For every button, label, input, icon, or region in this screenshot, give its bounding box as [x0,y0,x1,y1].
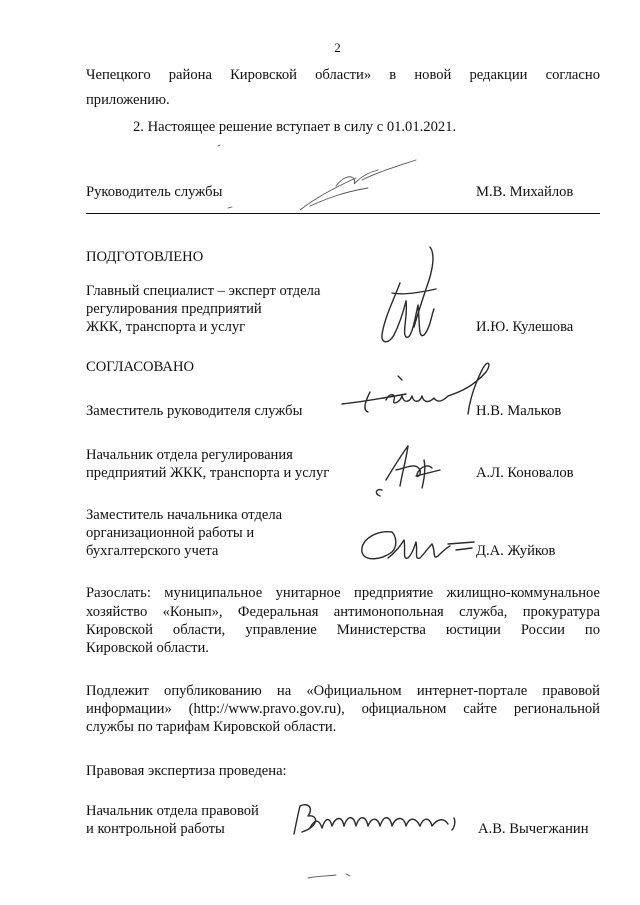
agreed-heading: СОГЛАСОВАНО [86,359,195,375]
signature-divider [86,213,600,214]
legal-position-line-2: и контрольной работы [86,821,225,837]
agreed-position-2-line-1: Начальник отдела регулирования [86,447,293,463]
body-line-2: приложению. [86,92,170,108]
agreed-name-3: Д.А. Жуйков [476,543,556,559]
legal-name: А.В. Вычегжанин [478,821,589,837]
agreed-position-3-line-3: бухгалтерского учета [86,543,219,559]
publication-line-2: информации» (http://www.pravo.gov.ru), официальном сайте региональной [86,701,600,717]
legal-head-signature-icon [288,796,466,846]
agreed-position-3-line-2: организационной работы и [86,525,255,541]
stray-mark-icon [306,870,366,884]
distribution-line-3: Кировской области, управление Министерства юстиции России по [86,622,600,638]
distribution-line-2: хозяйство «Конып», Федеральная антимонопольная служба, прокуратура [86,604,600,620]
agreed-name-2: А.Л. Коновалов [476,465,574,481]
deputy-head-signature-icon [340,362,500,422]
department-head-signature-icon [372,440,452,504]
deputy-department-head-signature-icon [352,522,476,572]
body-line-1: Чепецкого района Кировской области» в новой редакции согласно [86,67,600,83]
publication-line-3: службы по тарифам Кировской области. [86,719,337,735]
prepared-heading: ПОДГОТОВЛЕНО [86,249,204,265]
agreed-position-3-line-1: Заместитель начальника отдела [86,507,283,523]
distribution-line-4: Кировской области. [86,640,209,656]
publication-line-1: Подлежит опубликованию на «Официальном интернет-портале правовой [86,683,600,699]
prepared-name: И.Ю. Кулешова [476,319,574,335]
legal-note: Правовая экспертиза проведена: [86,763,287,779]
prepared-position-line-2: регулирования предприятий [86,301,262,317]
legal-position-line-1: Начальник отдела правовой [86,803,259,819]
agreed-position-1-line-1: Заместитель руководителя службы [86,403,303,419]
agreed-position-2-line-2: предприятий ЖКК, транспорта и услуг [86,465,330,481]
page-number: 2 [334,40,341,55]
distribution-line-1: Разослать: муниципальное унитарное предприятие жилищно-коммунальное [86,585,600,601]
head-title: Руководитель службы [86,184,223,200]
body-line-3: 2. Настоящее решение вступает в силу с 01.01.2021. [133,119,457,135]
prepared-position-line-1: Главный специалист – эксперт отдела [86,283,321,299]
prepared-signature-icon [372,243,452,355]
agreed-name-1: Н.В. Мальков [476,403,562,419]
head-name: М.В. Михайлов [476,184,574,200]
head-signature-icon [228,148,428,218]
prepared-position-line-3: ЖКК, транспорта и услуг [86,319,246,335]
